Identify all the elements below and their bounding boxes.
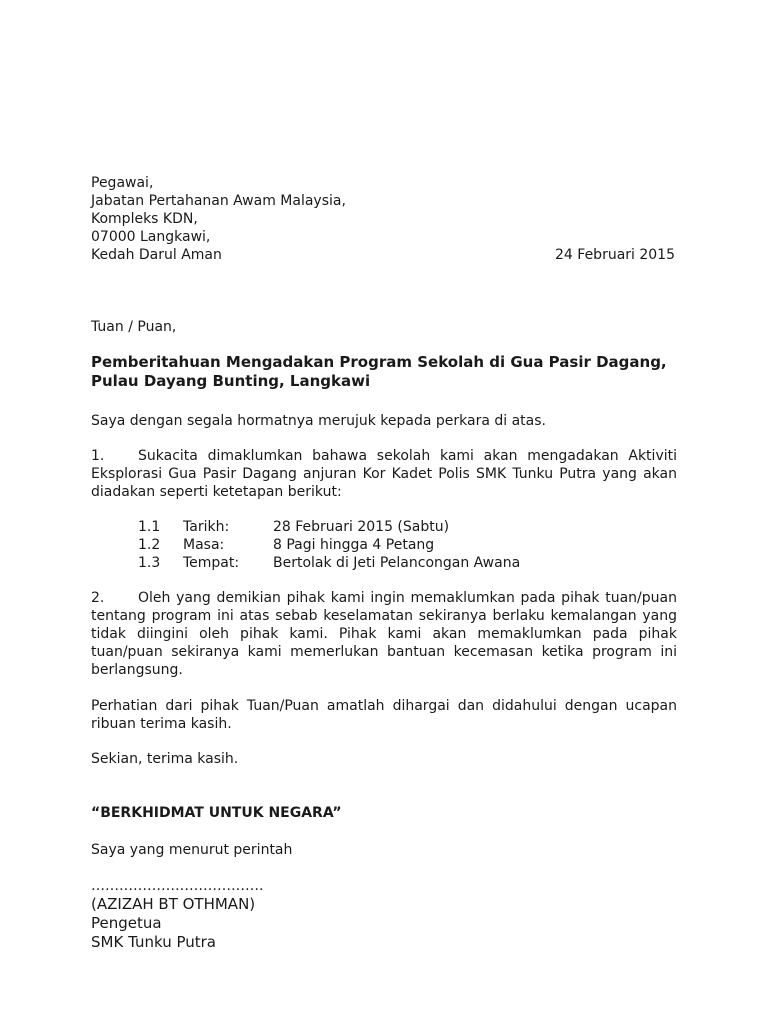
detail-number: 1.3 [138,555,161,571]
detail-value: 8 Pagi hingga 4 Petang [273,537,435,553]
paragraph-2 [91,589,677,679]
letter-date: 24 Februari 2015 [555,247,675,263]
signatory-school: SMK Tunku Putra [91,933,216,951]
subject-heading: Pemberitahuan Mengadakan Program Sekolah di Gua Pasir Dagang, Pulau Dayang Bunting, Langkawi [91,353,667,390]
paragraph-1-number: 1. [91,448,105,464]
detail-item-time [138,536,434,554]
recipient-line-3: Kompleks KDN, [91,211,198,227]
detail-value: Bertolak di Jeti Pelancongan Awana [273,555,521,571]
paragraph-1-text: Sukacita dimaklumkan bahawa sekolah kami akan mengadakan Aktiviti Eksplorasi Gua Pasir Dagang anjuran Kor Kadet Polis SMK Tunku Putra yang akan diadakan seperti ketetapan berikut: [91,448,677,500]
detail-label: Tempat: [183,555,240,571]
recipient-line-4: 07000 Langkawi, [91,229,211,245]
paragraph-2-number: 2. [91,590,105,606]
signatory-name: (AZIZAH BT OTHMAN) [91,895,256,913]
detail-number: 1.2 [138,537,161,553]
closing-line: Sekian, terima kasih. [91,751,239,767]
motto: “BERKHIDMAT UNTUK NEGARA” [91,805,342,821]
detail-label: Masa: [183,537,225,553]
signoff: Saya yang menurut perintah [91,842,293,858]
recipient-line-1: Pegawai, [91,175,154,191]
recipient-line-5: Kedah Darul Aman [91,247,222,263]
detail-number: 1.1 [138,519,161,535]
detail-value: 28 Februari 2015 (Sabtu) [273,519,450,535]
recipient-line-2: Jabatan Pertahanan Awam Malaysia, [91,193,346,209]
paragraph-3: Perhatian dari pihak Tuan/Puan amatlah dihargai dan didahului dengan ucapan ribuan terima kasih. [91,698,677,732]
detail-item-place [138,554,520,572]
detail-label: Tarikh: [183,519,230,535]
signatory-title: Pengetua [91,914,162,932]
paragraph-2-text: Oleh yang demikian pihak kami ingin memaklumkan pada pihak tuan/puan tentang program ini atas sebab keselamatan sekiranya berlaku kemalangan yang tidak diingini oleh pihak kami. Pihak kami akan memaklumkan pada pihak tuan/puan sekiranya kami memerlukan bantuan kecemasan ketika program ini berlangsung. [91,590,677,678]
detail-item-date [138,518,449,536]
intro-paragraph: Saya dengan segala hormatnya merujuk kepada perkara di atas. [91,413,546,429]
salutation: Tuan / Puan, [91,319,177,335]
signature-line: ………………………………. [91,878,264,894]
paragraph-1 [91,447,677,501]
